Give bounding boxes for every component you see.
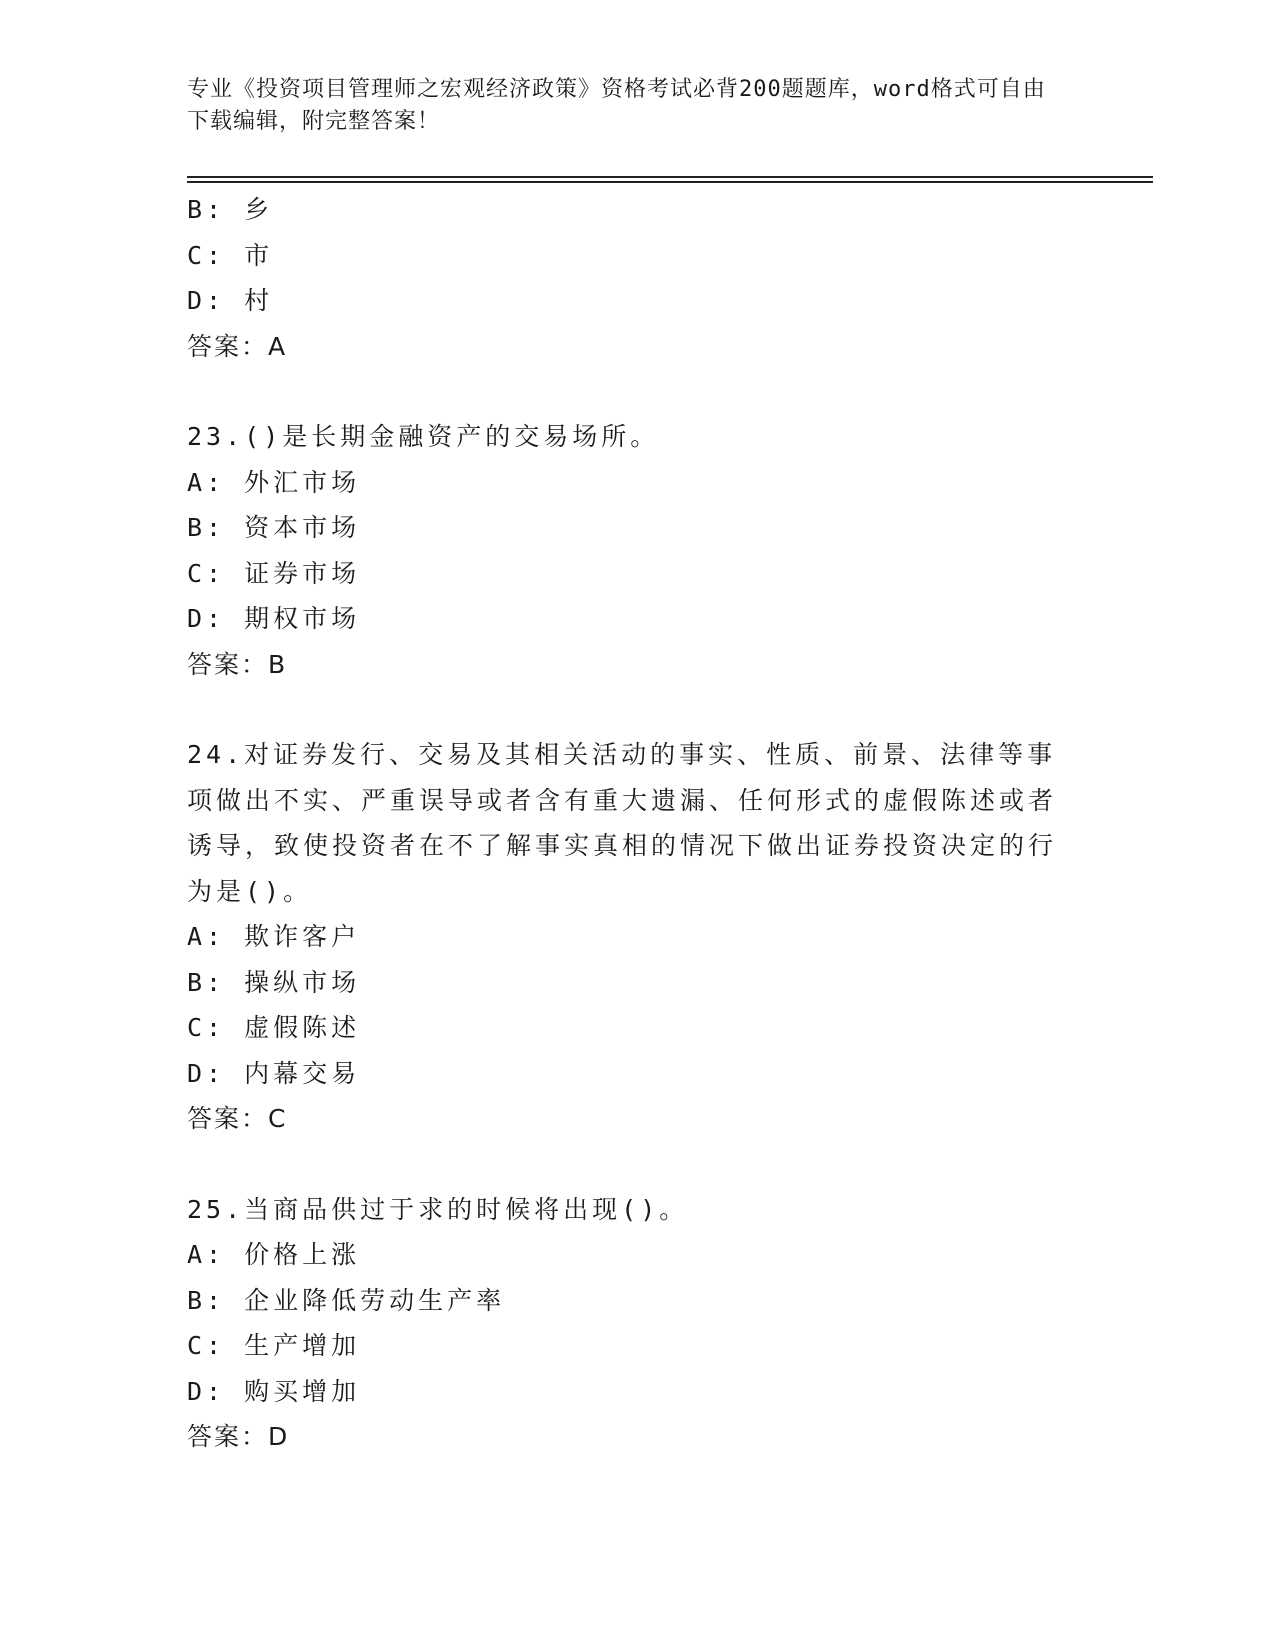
option-text: 购买增加: [244, 1376, 361, 1406]
option-label: A:: [187, 1240, 226, 1269]
option-b: [187, 187, 1087, 233]
option-label: B:: [187, 1285, 226, 1315]
option-b: [187, 1278, 1087, 1324]
option-label: C:: [187, 1331, 226, 1360]
header-divider-top: [187, 176, 1153, 178]
option-c: [187, 1005, 1087, 1051]
option-d: [187, 1051, 1087, 1097]
option-label: C:: [187, 558, 226, 588]
option-a: [187, 1232, 1087, 1278]
option-text: 期权市场: [244, 604, 361, 633]
option-label: A:: [187, 467, 226, 497]
answer-line: 答案：A: [187, 331, 288, 361]
option-text: 资本市场: [244, 513, 361, 542]
option-text: 村: [244, 286, 274, 315]
option-text: 价格上涨: [244, 1240, 361, 1269]
option-label: C:: [187, 1013, 226, 1042]
option-d: [187, 596, 1087, 642]
option-label: B:: [187, 513, 226, 542]
option-label: A:: [187, 922, 226, 951]
option-label: D:: [187, 286, 226, 315]
question-stem: 23.()是长期金融资产的交易场所。: [187, 422, 660, 451]
page-header: [187, 74, 1067, 138]
document-title: 专业《投资项目管理师之宏观经济政策》资格考试必背200题题库，word格式可自由下载编辑，附完整答案！: [187, 77, 1046, 134]
option-text: 乡: [244, 195, 274, 224]
question-stem: 24.对证券发行、交易及其相关活动的事实、性质、前景、法律等事项做出不实、严重误导或者含有重大遗漏、任何形式的虚假陈述或者诱导，致使投资者在不了解事实真相的情况下做出证券投资决定的行为是()。: [187, 740, 1058, 906]
option-b: [187, 505, 1087, 551]
option-a: [187, 460, 1087, 506]
partial-question: [187, 187, 1087, 369]
option-label: B:: [187, 195, 226, 224]
option-d: [187, 1369, 1087, 1415]
option-c: [187, 551, 1087, 597]
option-a: [187, 914, 1087, 960]
option-text: 市: [244, 240, 274, 270]
answer-line: 答案：B: [187, 649, 288, 679]
header-divider-bottom: [187, 181, 1153, 183]
option-c: [187, 233, 1087, 279]
option-label: B:: [187, 967, 226, 997]
option-label: C:: [187, 240, 226, 270]
question-list: [187, 187, 1087, 1460]
option-text: 欺诈客户: [244, 922, 361, 951]
option-text: 证券市场: [244, 558, 361, 588]
option-text: 外汇市场: [244, 467, 361, 497]
question-25: [187, 1187, 1087, 1460]
option-b: [187, 960, 1087, 1006]
option-label: D:: [187, 1058, 226, 1088]
option-d: [187, 278, 1087, 324]
option-text: 企业降低劳动生产率: [244, 1285, 506, 1315]
option-text: 虚假陈述: [244, 1013, 361, 1042]
answer-line: 答案：C: [187, 1104, 288, 1133]
question-24: [187, 732, 1087, 1142]
option-text: 生产增加: [244, 1331, 361, 1360]
answer-line: 答案：D: [187, 1422, 290, 1451]
option-c: [187, 1323, 1087, 1369]
option-label: D:: [187, 604, 226, 633]
option-text: 内幕交易: [244, 1058, 361, 1088]
option-text: 操纵市场: [244, 967, 361, 997]
question-stem: 25.当商品供过于求的时候将出现()。: [187, 1194, 689, 1224]
question-23: [187, 414, 1087, 687]
option-label: D:: [187, 1376, 226, 1406]
